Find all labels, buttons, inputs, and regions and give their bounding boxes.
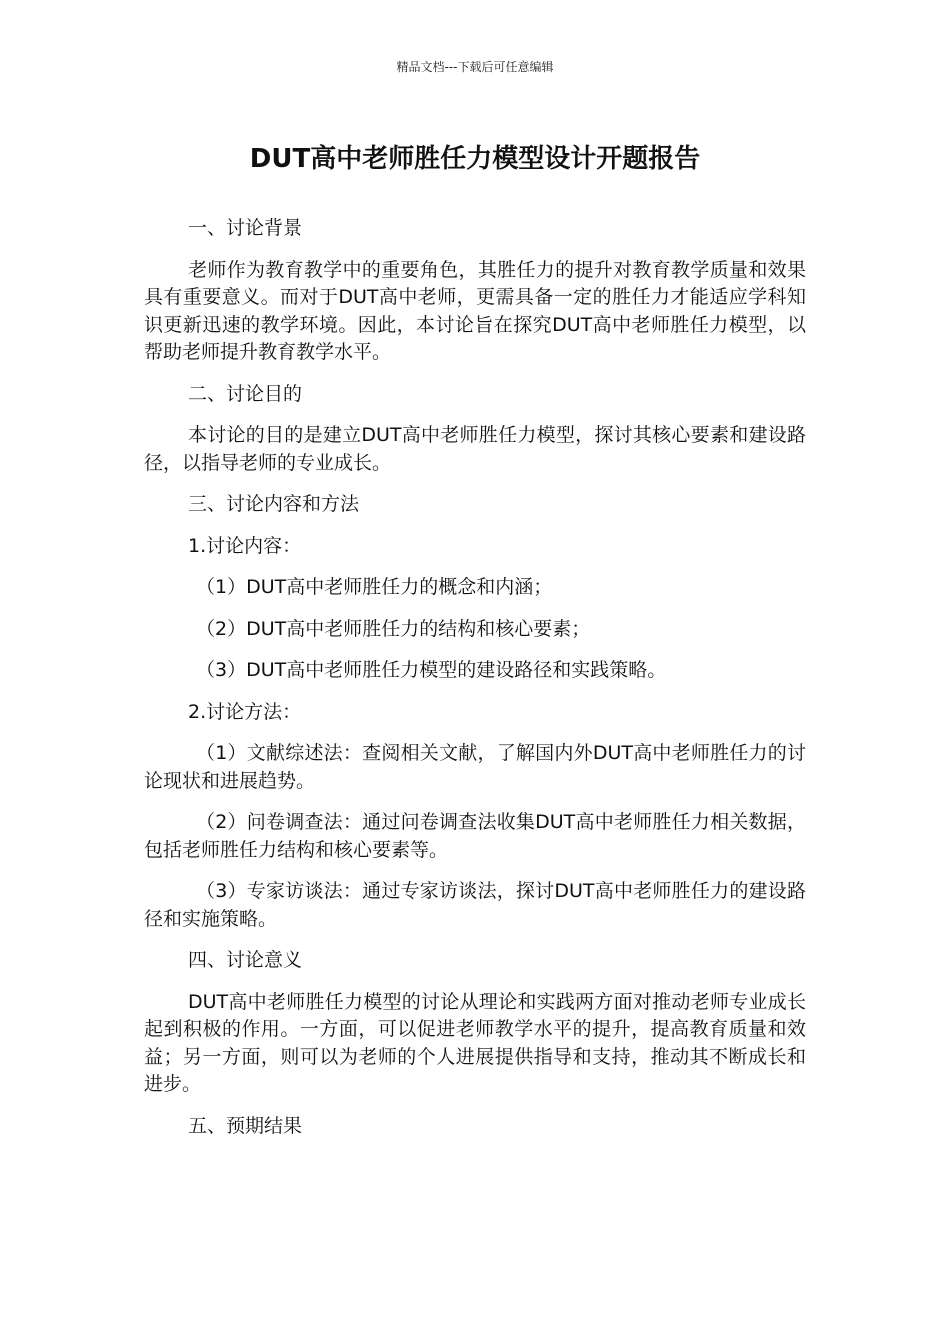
document-body (144, 215, 806, 1154)
subheading: 1.讨论内容： (188, 534, 302, 557)
document-title: DUT高中老师胜任力模型设计开题报告 (249, 144, 701, 174)
list-item: （3）专家访谈法：通过专家访谈法，探讨DUT高中老师胜任力的建设路径和实施策略。 (144, 880, 806, 930)
list-item: （1）DUT高中老师胜任力的概念和内涵； (196, 576, 553, 598)
list-item: （1）文献综述法：查阅相关文献，了解国内外DUT高中老师胜任力的讨论现状和进展趋势。 (144, 742, 806, 792)
list-item: （2）DUT高中老师胜任力的结构和核心要素； (196, 617, 591, 640)
section-heading: 一、讨论背景 (188, 217, 303, 239)
paragraph: 老师作为教育教学中的重要角色，其胜任力的提升对教育教学质量和效果具有重要意义。而对于DUT高中老师，更需具备一定的胜任力才能适应学科知识更新迅速的教学环境。因此，本讨论旨在探究DUT高中老师胜任力模型，以帮助老师提升教育教学水平。 (144, 258, 806, 363)
subheading: 2.讨论方法： (188, 700, 302, 723)
header-note: 精品文档---下载后可任意编辑 (396, 60, 554, 74)
section-heading: 五、预期结果 (188, 1114, 303, 1137)
list-item: （2）问卷调查法：通过问卷调查法收集DUT高中老师胜任力相关数据，包括老师胜任力结构和核心要素等。 (144, 811, 806, 861)
section-heading: 三、讨论内容和方法 (188, 493, 360, 515)
paragraph: DUT高中老师胜任力模型的讨论从理论和实践两方面对推动老师专业成长起到积极的作用。一方面，可以促进老师教学水平的提升，提高教育质量和效益；另一方面，则可以为老师的个人进展提供指导和支持，推动其不断成长和进步。 (144, 990, 806, 1095)
list-item: （3）DUT高中老师胜任力模型的建设路径和实践策略。 (196, 659, 667, 681)
section-heading: 二、讨论目的 (188, 382, 303, 405)
paragraph: 本讨论的目的是建立DUT高中老师胜任力模型，探讨其核心要素和建设路径，以指导老师的专业成长。 (144, 424, 806, 474)
section-heading: 四、讨论意义 (188, 949, 303, 971)
